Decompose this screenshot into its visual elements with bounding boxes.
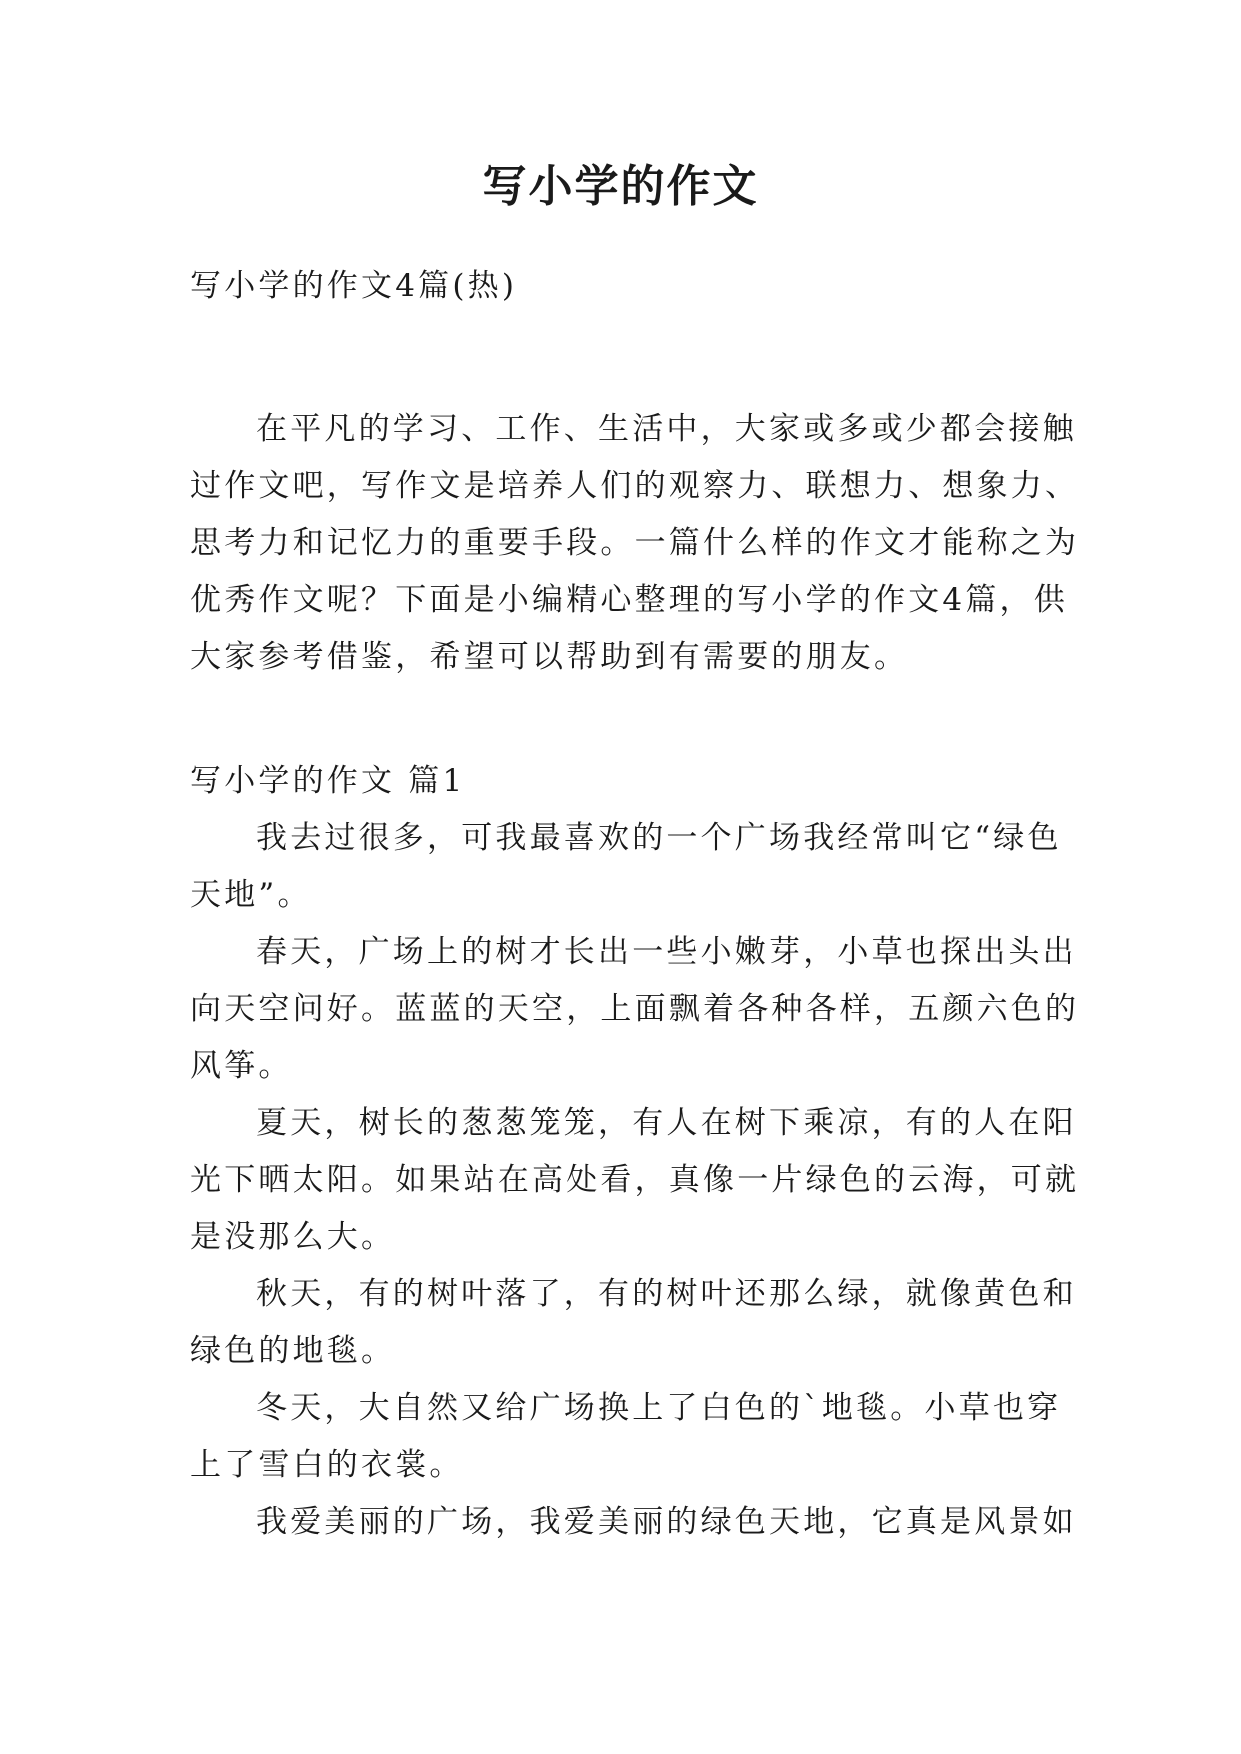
document-title: 写小学的作文 — [482, 161, 759, 212]
intro-line-1: 在平凡的学习、工作、生活中，大家或多或少都会接触 — [256, 411, 1077, 447]
paragraph-line: 是没那么大。 — [190, 1219, 396, 1255]
paragraph-line: 光下晒太阳。如果站在高处看，真像一片绿色的云海，可就 — [190, 1162, 1080, 1198]
section-heading: 写小学的作文 篇1 — [190, 763, 466, 799]
paragraph-line: 绿色的地毯。 — [190, 1333, 396, 1369]
intro-line-3: 思考力和记忆力的重要手段。一篇什么样的作文才能称之为 — [190, 525, 1080, 561]
paragraph-line: 我爱美丽的广场，我爱美丽的绿色天地，它真是风景如 — [256, 1504, 1077, 1540]
paragraph-line: 冬天，大自然又给广场换上了白色的`地毯。小草也穿 — [256, 1390, 1062, 1426]
paragraph-line: 上了雪白的衣裳。 — [190, 1447, 464, 1483]
paragraph-line: 夏天，树长的葱葱笼笼，有人在树下乘凉，有的人在阳 — [256, 1105, 1077, 1141]
paragraph-line: 天地”。 — [190, 877, 312, 913]
intro-line-4: 优秀作文呢？下面是小编精心整理的写小学的作文4篇，供 — [190, 582, 1068, 618]
intro-line-2: 过作文吧，写作文是培养人们的观察力、联想力、想象力、 — [190, 468, 1080, 504]
paragraph-line: 风筝。 — [190, 1048, 293, 1084]
document-subtitle: 写小学的作文4篇(热) — [190, 268, 518, 304]
paragraph-line: 我去过很多，可我最喜欢的一个广场我经常叫它“绿色 — [256, 820, 1062, 856]
paragraph-line: 春天，广场上的树才长出一些小嫩芽，小草也探出头出 — [256, 934, 1077, 970]
intro-line-5: 大家参考借鉴，希望可以帮助到有需要的朋友。 — [190, 639, 909, 675]
paragraph-line: 向天空问好。蓝蓝的天空，上面飘着各种各样，五颜六色的 — [190, 991, 1080, 1027]
paragraph-line: 秋天，有的树叶落了，有的树叶还那么绿，就像黄色和 — [256, 1276, 1077, 1312]
